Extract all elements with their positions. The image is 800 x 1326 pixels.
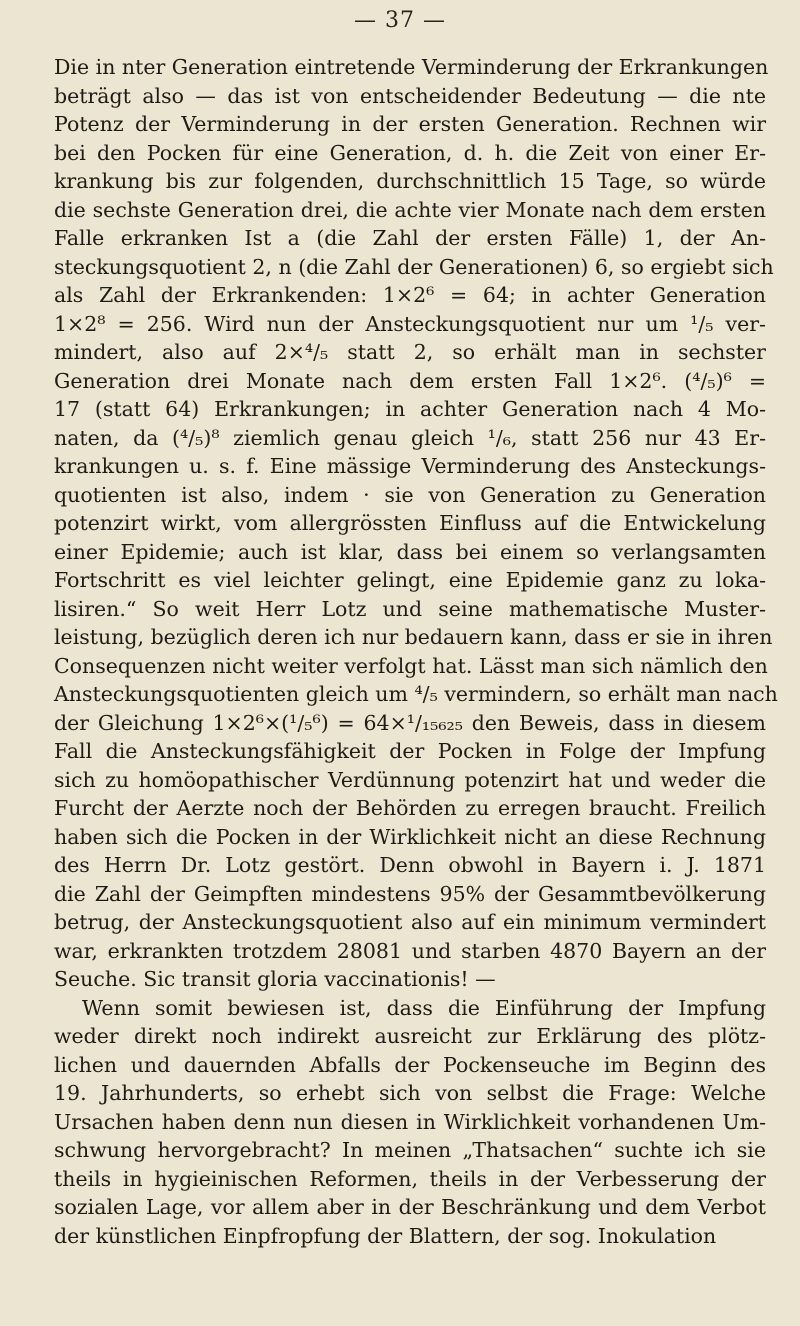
text-line: Furcht der Aerzte noch der Behörden zu erregen braucht. Freilich (54, 796, 766, 820)
text-line: Consequenzen nicht weiter verfolgt hat. Lässt man sich nämlich den (54, 653, 768, 678)
text-line: naten, da (⁴/₅)⁸ ziemlich genau gleich ¹/₆, statt 256 nur 43 Er- (54, 425, 766, 450)
text-line: schwung hervorgebracht? In meinen „Thatsachen“ suchte ich sie (54, 1138, 766, 1162)
body-text (54, 53, 778, 1250)
text-line: krankungen u. s. f. Eine mässige Verminderung des Ansteckungs- (54, 454, 766, 478)
page-number: — 37 — (354, 8, 446, 33)
text-line: Wenn somit bewiesen ist, dass die Einführung der Impfung (82, 995, 766, 1020)
text-line: beträgt also — das ist von entscheidender Bedeutung — die nte (54, 83, 766, 108)
text-line: sich zu homöopathischer Verdünnung potenzirt hat und weder die (54, 767, 766, 792)
text-line: war, erkrankten trotzdem 28081 und starben 4870 Bayern an der (54, 938, 766, 963)
text-line: 17 (statt 64) Erkrankungen; in achter Generation nach 4 Mo- (54, 397, 766, 421)
paragraph (54, 53, 778, 994)
text-line: betrug, der Ansteckungsquotient also auf ein minimum vermindert (54, 910, 766, 934)
text-line: Ursachen haben denn nun diesen in Wirklichkeit vorhandenen Um- (54, 1109, 766, 1134)
text-line: 1×2⁸ = 256. Wird nun der Ansteckungsquotient nur um ¹/₅ ver- (54, 311, 766, 336)
text-line: haben sich die Pocken in der Wirklichkeit nicht an diese Rechnung (54, 824, 766, 849)
text-line: Falle erkranken Ist a (die Zahl der ersten Fälle) 1, der An- (54, 226, 766, 250)
text-line: des Herrn Dr. Lotz gestört. Denn obwohl in Bayern i. J. 1871 (54, 853, 766, 877)
text-line: Fall die Ansteckungsfähigkeit der Pocken in Folge der Impfung (54, 739, 766, 763)
text-line: potenzirt wirkt, vom allergrössten Einfluss auf die Entwickelung (54, 511, 766, 535)
text-line: Die in nter Generation eintretende Verminderung der Erkrankungen (54, 55, 769, 79)
text-line: bei den Pocken für eine Generation, d. h. die Zeit von einer Er- (54, 140, 766, 165)
text-line: lichen und dauernden Abfalls der Pockenseuche im Beginn des (54, 1052, 766, 1077)
text-line: Potenz der Verminderung in der ersten Generation. Rechnen wir (54, 112, 766, 136)
text-line: Ansteckungsquotienten gleich um ⁴/₅ vermindern, so erhält man nach (54, 682, 778, 706)
text-line: die sechste Generation drei, die achte vier Monate nach dem ersten (54, 197, 766, 222)
text-line: als Zahl der Erkrankenden: 1×2⁶ = 64; in achter Generation (54, 283, 766, 307)
text-line: Generation drei Monate nach dem ersten Fall 1×2⁶. (⁴/₅)⁶ = (54, 368, 766, 393)
text-line: lisiren.“ So weit Herr Lotz und seine mathematische Muster- (54, 596, 766, 621)
text-line: der Gleichung 1×2⁶×(¹/₅⁶) = 64×¹/₁₅₆₂₅ den Beweis, dass in diesem (54, 710, 766, 735)
text-line: theils in hygieinischen Reformen, theils in der Verbesserung der (54, 1166, 766, 1191)
text-line: die Zahl der Geimpften mindestens 95% der Gesammtbevölkerung (54, 881, 766, 906)
text-line: weder direkt noch indirekt ausreicht zur Erklärung des plötz- (54, 1024, 766, 1048)
text-line: quotienten ist also, indem · sie von Generation zu Generation (54, 482, 766, 507)
text-line: einer Epidemie; auch ist klar, dass bei einem so verlangsamten (54, 539, 766, 564)
paragraph (54, 994, 766, 1251)
text-line: Fortschritt es viel leichter gelingt, eine Epidemie ganz zu loka- (54, 568, 766, 592)
text-line: krankung bis zur folgenden, durchschnittlich 15 Tage, so würde (54, 169, 766, 193)
text-line: Seuche. Sic transit gloria vaccinationis! — (54, 967, 496, 991)
text-line: leistung, bezüglich deren ich nur bedauern kann, dass er sie in ihren (54, 625, 773, 649)
text-line: sozialen Lage, vor allem aber in der Beschränkung und dem Verbot (54, 1195, 766, 1219)
text-line: steckungsquotient 2, n (die Zahl der Generationen) 6, so ergiebt sich (54, 254, 774, 279)
text-line: mindert, also auf 2×⁴/₅ statt 2, so erhält man in sechster (54, 340, 766, 364)
text-line: 19. Jahrhunderts, so erhebt sich von selbst die Frage: Welche (54, 1081, 766, 1105)
text-line: der künstlichen Einpfropfung der Blattern, der sog. Inokulation (54, 1223, 717, 1248)
